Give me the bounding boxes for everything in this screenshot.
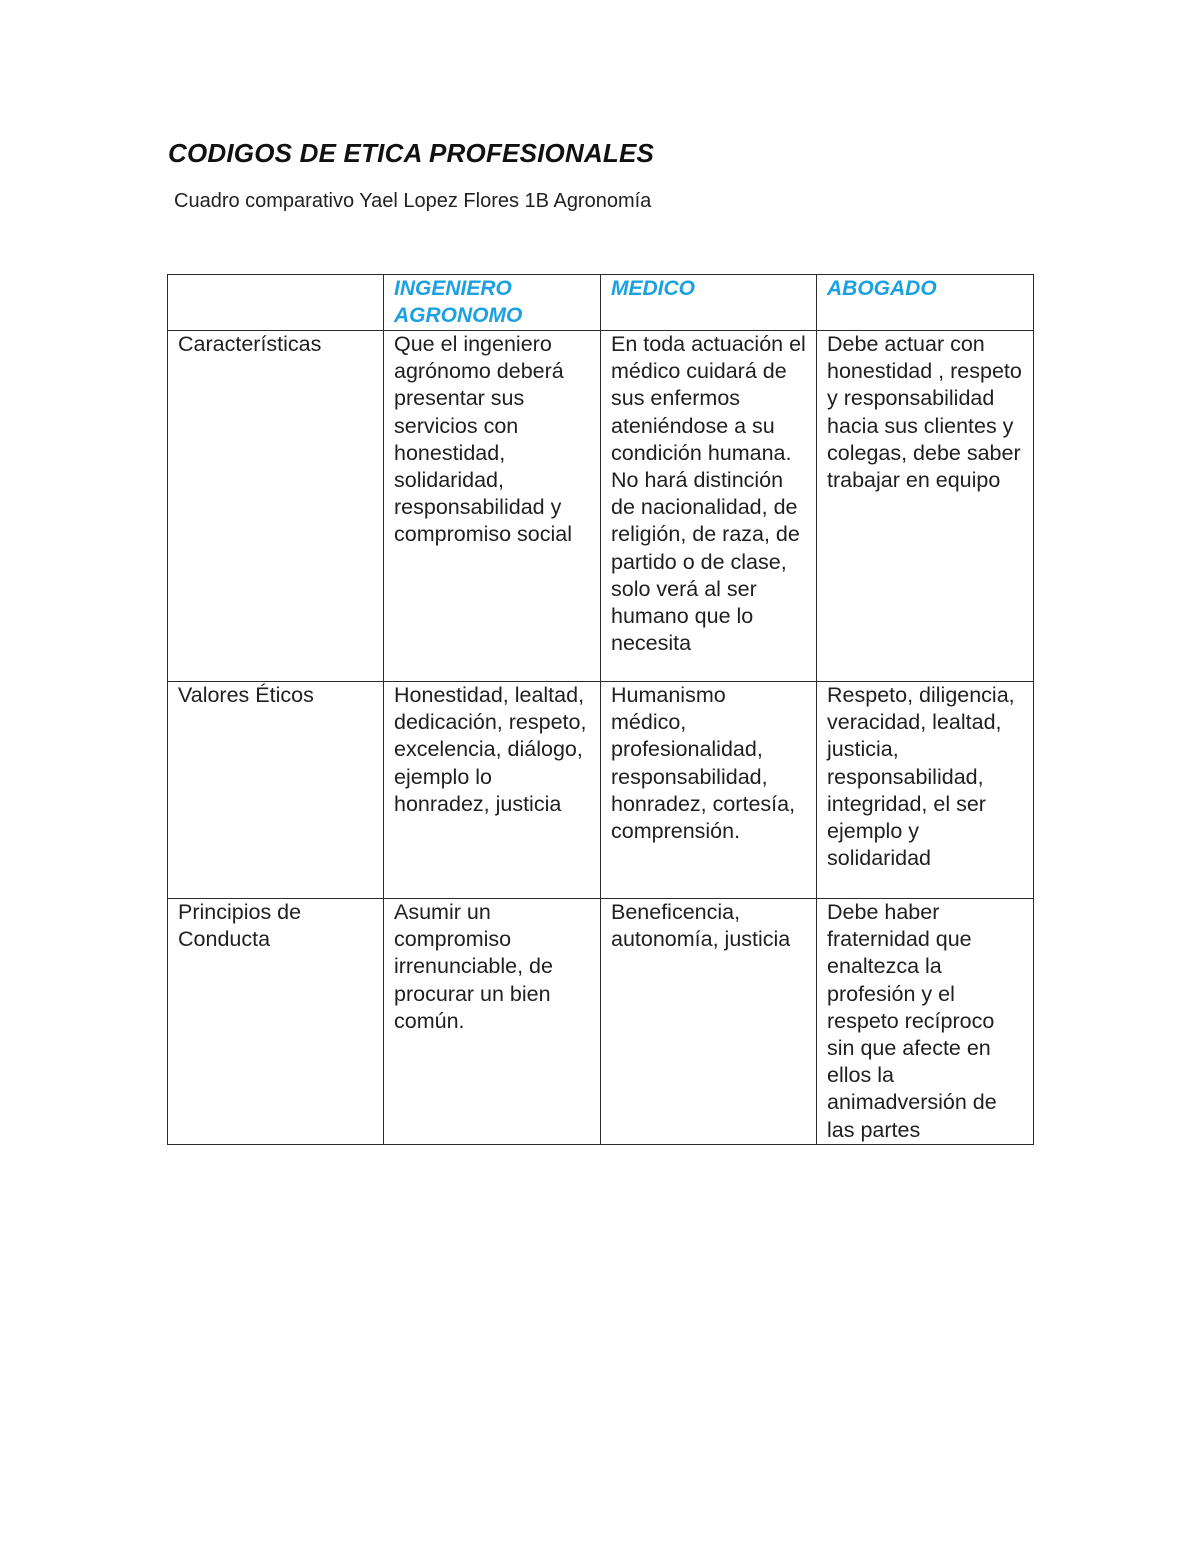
table-row [168,682,1034,899]
row-label-principios-de-conducta: Principios de Conducta [168,899,384,1145]
header-cell-empty [168,275,384,331]
table-cell: Beneficencia, autonomía, justicia [601,899,817,1145]
table-cell: En toda actuación el médico cuidará de sus enfermos ateniéndose a su condición humana. No hará distinción de nacionalidad, de religión, de raza, de partido o de clase, solo verá al ser humano que lo necesita [601,331,817,682]
table-cell: Honestidad, lealtad, dedicación, respeto, excelencia, diálogo, ejemplo lo honradez, justicia [384,682,601,899]
table-header-row [168,275,1034,331]
table-cell: Respeto, diligencia, veracidad, lealtad, justicia, responsabilidad, integridad, el ser ejemplo y solidaridad [817,682,1034,899]
header-cell-abogado: ABOGADO [817,275,1034,331]
table-cell: Que el ingeniero agrónomo deberá presentar sus servicios con honestidad, solidaridad, responsabilidad y compromiso social [384,331,601,682]
document-title: CODIGOS DE ETICA PROFESIONALES [168,138,655,168]
table-cell: Humanismo médico, profesionalidad, responsabilidad, honradez, cortesía, comprensión. [601,682,817,899]
header-cell-medico: MEDICO [601,275,817,331]
table-row [168,331,1034,682]
row-label-caracteristicas: Características [168,331,384,682]
table-cell: Debe haber fraternidad que enaltezca la profesión y el respeto recíproco sin que afecte en ellos la animadversión de las partes [817,899,1034,1145]
header-cell-ingeniero-agronomo: INGENIERO AGRONOMO [384,275,601,331]
table-cell: Asumir un compromiso irrenunciable, de procurar un bien común. [384,899,601,1145]
document-subtitle: Cuadro comparativo Yael Lopez Flores 1B Agronomía [174,190,652,212]
table-row [168,899,1034,1145]
row-label-valores-eticos: Valores Éticos [168,682,384,899]
comparison-table [167,274,1034,1145]
table-cell: Debe actuar con honestidad , respeto y responsabilidad hacia sus clientes y colegas, debe saber trabajar en equipo [817,331,1034,682]
